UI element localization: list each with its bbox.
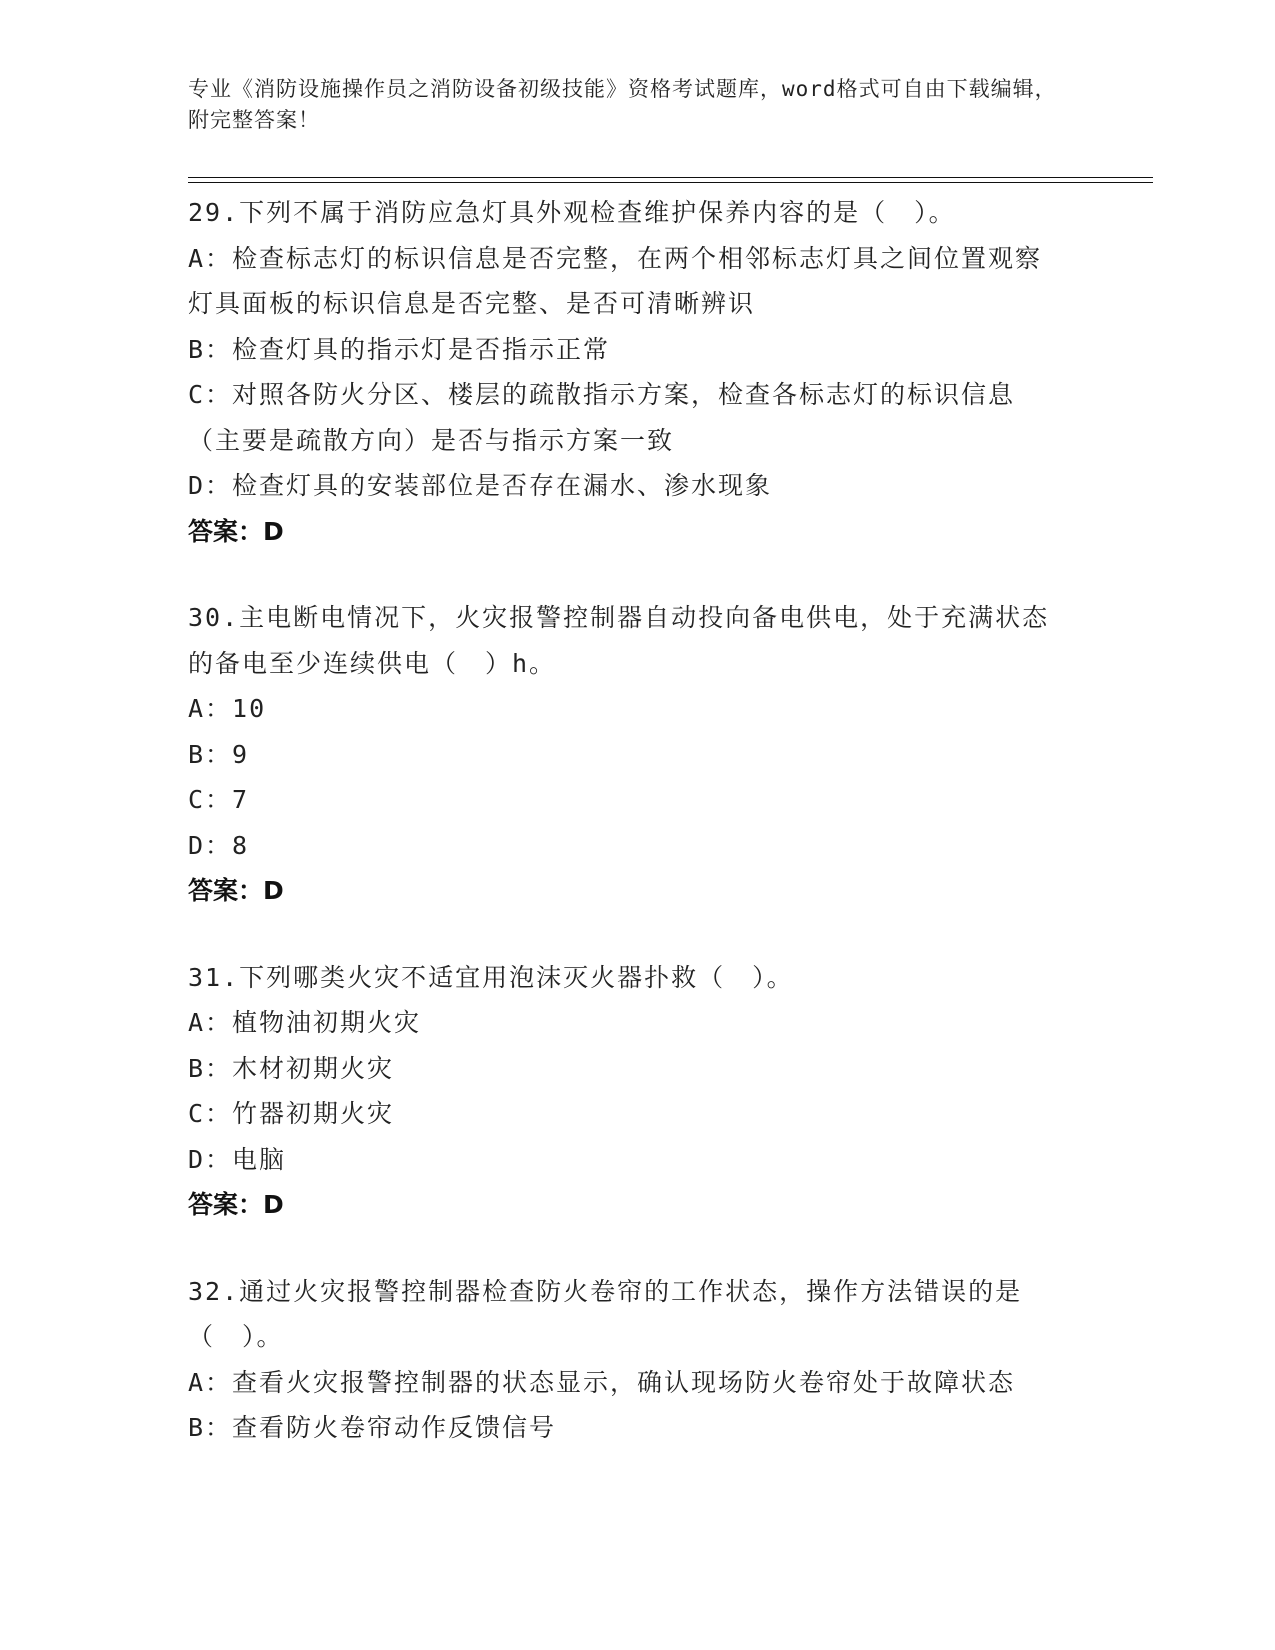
option-b: B：查看防火卷帘动作反馈信号 <box>188 1413 557 1442</box>
answer-label: 答案：D <box>188 1190 284 1219</box>
option-c: C：7 <box>188 785 250 814</box>
option-c: C：竹器初期火灾 <box>188 1099 395 1128</box>
option-d: D：检查灯具的安装部位是否存在漏水、渗水现象 <box>188 471 773 500</box>
question-stem: 29.下列不属于消防应急灯具外观检查维护保养内容的是（ ）。 <box>188 198 956 227</box>
option-a: A：检查标志灯的标识信息是否完整，在两个相邻标志灯具之间位置观察灯具面板的标识信息是否完整、是否可清晰辨识 <box>188 243 1043 318</box>
option-a: A：查看火灾报警控制器的状态显示，确认现场防火卷帘处于故障状态 <box>188 1367 1016 1397</box>
header-divider-bottom <box>188 182 1153 183</box>
answer-label: 答案：D <box>188 876 284 905</box>
question-31 <box>188 955 1068 1228</box>
question-29 <box>188 190 1068 554</box>
question-list <box>188 190 1068 1492</box>
option-b: B：木材初期火灾 <box>188 1053 395 1083</box>
option-b: B：9 <box>188 739 250 769</box>
question-stem: 32.通过火灾报警控制器检查防火卷帘的工作状态，操作方法错误的是（ ）。 <box>188 1276 1023 1351</box>
answer-label: 答案：D <box>188 516 284 546</box>
question-stem: 31.下列哪类火灾不适宜用泡沫灭火器扑救（ ）。 <box>188 962 794 992</box>
question-32 <box>188 1269 1068 1451</box>
option-d: D：8 <box>188 830 250 860</box>
question-stem: 30.主电断电情况下，火灾报警控制器自动投向备电供电，处于充满状态的备电至少连续供电（ ）h。 <box>188 603 1050 678</box>
option-c: C：对照各防火分区、楼层的疏散指示方案，检查各标志灯的标识信息（主要是疏散方向）是否与指示方案一致 <box>188 380 1016 455</box>
option-a: A：植物油初期火灾 <box>188 1008 422 1037</box>
option-d: D：电脑 <box>188 1144 287 1174</box>
header-divider-top <box>188 177 1153 178</box>
question-30 <box>188 595 1068 914</box>
option-b: B：检查灯具的指示灯是否指示正常 <box>188 334 611 364</box>
document-header: 专业《消防设施操作员之消防设备初级技能》资格考试题库，word格式可自由下载编辑，附完整答案！ <box>188 77 1057 132</box>
option-a: A：10 <box>188 694 267 723</box>
